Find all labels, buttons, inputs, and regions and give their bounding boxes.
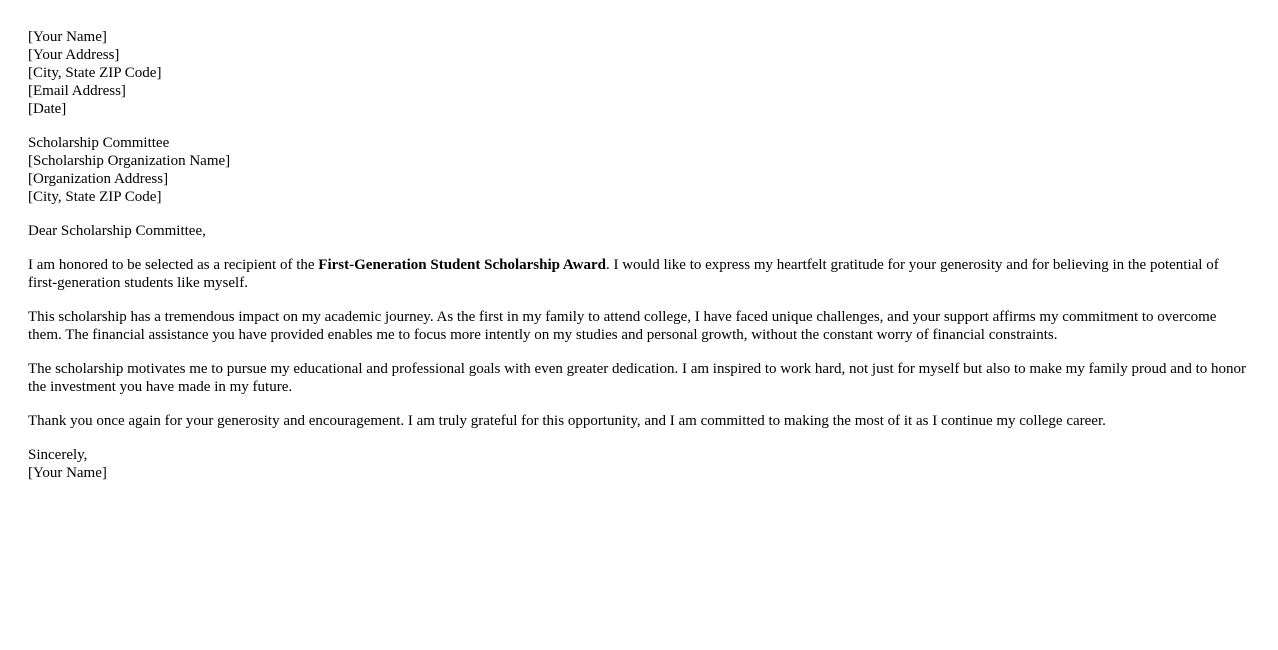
sender-name: [Your Name]	[28, 29, 107, 45]
body-paragraph-2: This scholarship has a tremendous impact on my academic journey. As the first in my family to attend college, I have faced unique challenges, and your support affirms my commitment to overcome them. The financial assistance you have provided enables me to focus more intently on my studies and personal growth, without the constant worry of financial constraints.	[28, 309, 1217, 343]
salutation: Dear Scholarship Committee,	[28, 223, 206, 239]
recipient-city-state-zip: [City, State ZIP Code]	[28, 189, 162, 205]
award-name: First-Generation Student Scholarship Award	[318, 257, 606, 273]
recipient-committee: Scholarship Committee	[28, 135, 170, 151]
body-paragraph-1-intro: I am honored to be selected as a recipient of the	[28, 257, 319, 273]
recipient-organization: [Scholarship Organization Name]	[28, 153, 231, 169]
recipient-address-block	[28, 134, 1250, 206]
body-paragraph-1	[28, 256, 1250, 292]
sender-city-state-zip: [City, State ZIP Code]	[28, 65, 162, 81]
sender-address-block	[28, 28, 1250, 118]
sender-address: [Your Address]	[28, 47, 120, 63]
recipient-address: [Organization Address]	[28, 171, 169, 187]
body-paragraph-4: Thank you once again for your generosity and encouragement. I am truly grateful for this opportunity, and I am committed to making the most of it as I continue my college career.	[28, 413, 1106, 429]
letter-document	[28, 28, 1250, 498]
body-paragraph-1-rest: . I would like to express my heartfelt gratitude for your generosity and for believing in the potential of first-generation students like myself.	[28, 257, 1219, 291]
closing-block	[28, 446, 1250, 482]
body-paragraph-3: The scholarship motivates me to pursue my educational and professional goals with even greater dedication. I am inspired to work hard, not just for myself but also to make my family proud and to honor the investment you have made in my future.	[28, 361, 1247, 395]
signature-name: [Your Name]	[28, 465, 107, 481]
valediction: Sincerely,	[28, 447, 88, 463]
sender-email: [Email Address]	[28, 83, 126, 99]
letter-date: [Date]	[28, 101, 67, 117]
